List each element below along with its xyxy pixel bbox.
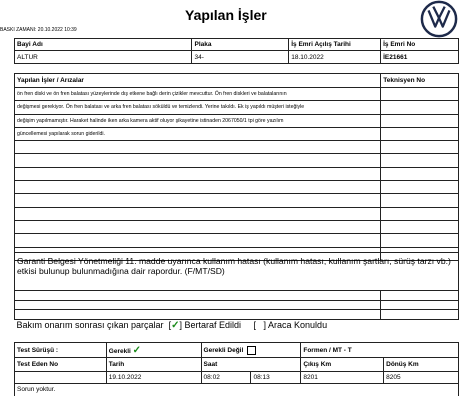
after-repair-label: Bakım onarım sonrası çıkan parçalar <box>16 319 164 330</box>
order-no-label: İş Emri No <box>381 39 459 51</box>
technician-label: Teknisyen No <box>381 74 459 88</box>
order-date-label: İş Emri Açılış Tarihi <box>289 39 381 51</box>
formen-label: Formen / MT - T <box>301 343 459 358</box>
dealer-value: ALTUR <box>15 51 192 64</box>
date-label: Tarih <box>106 358 201 372</box>
works-line: güncellemesi yapılarak sorun giderildi. <box>15 127 381 140</box>
works-table <box>14 73 459 261</box>
required-option[interactable] <box>106 343 201 358</box>
check-icon: ✓ <box>132 344 142 356</box>
time-end-value: 08:13 <box>251 372 301 384</box>
not-required-label: Gerekli Değil <box>203 346 244 354</box>
start-km-label: Çıkış Km <box>301 358 384 372</box>
volkswagen-logo <box>420 0 458 38</box>
warranty-table <box>14 252 459 331</box>
kept-label: Araca Konuldu <box>268 319 328 330</box>
required-label: Gerekli <box>108 347 131 355</box>
checkbox-icon <box>247 346 256 355</box>
info-table <box>14 38 459 64</box>
after-repair-row: Bakım onarım sonrası çıkan parçalar [✓] Bertaraf Edildi [ ] Araca Konuldu <box>16 319 328 331</box>
works-line: ön fren diski ve ön fren balatası yüzeylerinde dış etkene bağlı derin çizikler mevcuttur. Ön fren diskleri ve balatalarının <box>15 88 381 101</box>
test-note: Sorun yoktur. <box>15 384 459 396</box>
works-line: değişim yapılmamıştır. Haraket halinde iken arka kamera aktif oluyor şikayetine istinaden 2067050/1 tpi göre yazılım <box>15 114 381 127</box>
works-line: değişmesi gerekiyor. Ön fren balatası ve arka fren balatası söküldü ve temizlendi. Yerine takıldı. Ek iş yapıldı müşteri isteğiyle <box>15 101 381 114</box>
plate-label: Plaka <box>192 39 289 51</box>
return-km-label: Dönüş Km <box>384 358 459 372</box>
date-value: 19.10.2022 <box>106 372 201 384</box>
time-start-value: 08:02 <box>201 372 251 384</box>
not-required-option[interactable] <box>201 343 301 358</box>
print-timestamp: BASKI ZAMANI: 20.10.2022 10:39 <box>0 27 77 33</box>
warranty-text: Garanti Belgesi Yönetmeliği 11. madde uyarınca kullanım hatası (kullanım hatası, kullanım şartları, sürüş tarzı vb.) etkisi bulunup bulunmadığına dair rapordur. (F/MT/SD) <box>15 253 459 291</box>
dealer-label: Bayi Adı <box>15 39 192 51</box>
order-date-value: 18.10.2022 <box>289 51 381 64</box>
tester-value <box>15 372 107 384</box>
start-km-value: 8201 <box>301 372 384 384</box>
test-table <box>14 342 459 396</box>
disposed-label: Bertaraf Edildi <box>184 319 242 330</box>
return-km-value: 8205 <box>384 372 459 384</box>
check-icon[interactable]: ✓ <box>171 319 180 331</box>
order-no-value: İE21661 <box>381 51 459 64</box>
test-drive-label: Test Sürüşü : <box>15 343 107 358</box>
page-title: Yapılan İşler <box>185 7 267 23</box>
works-label: Yapılan İşler / Arızalar <box>15 74 381 88</box>
time-label: Saat <box>201 358 301 372</box>
tester-label: Test Eden No <box>15 358 107 372</box>
plate-value: 34- <box>192 51 289 64</box>
